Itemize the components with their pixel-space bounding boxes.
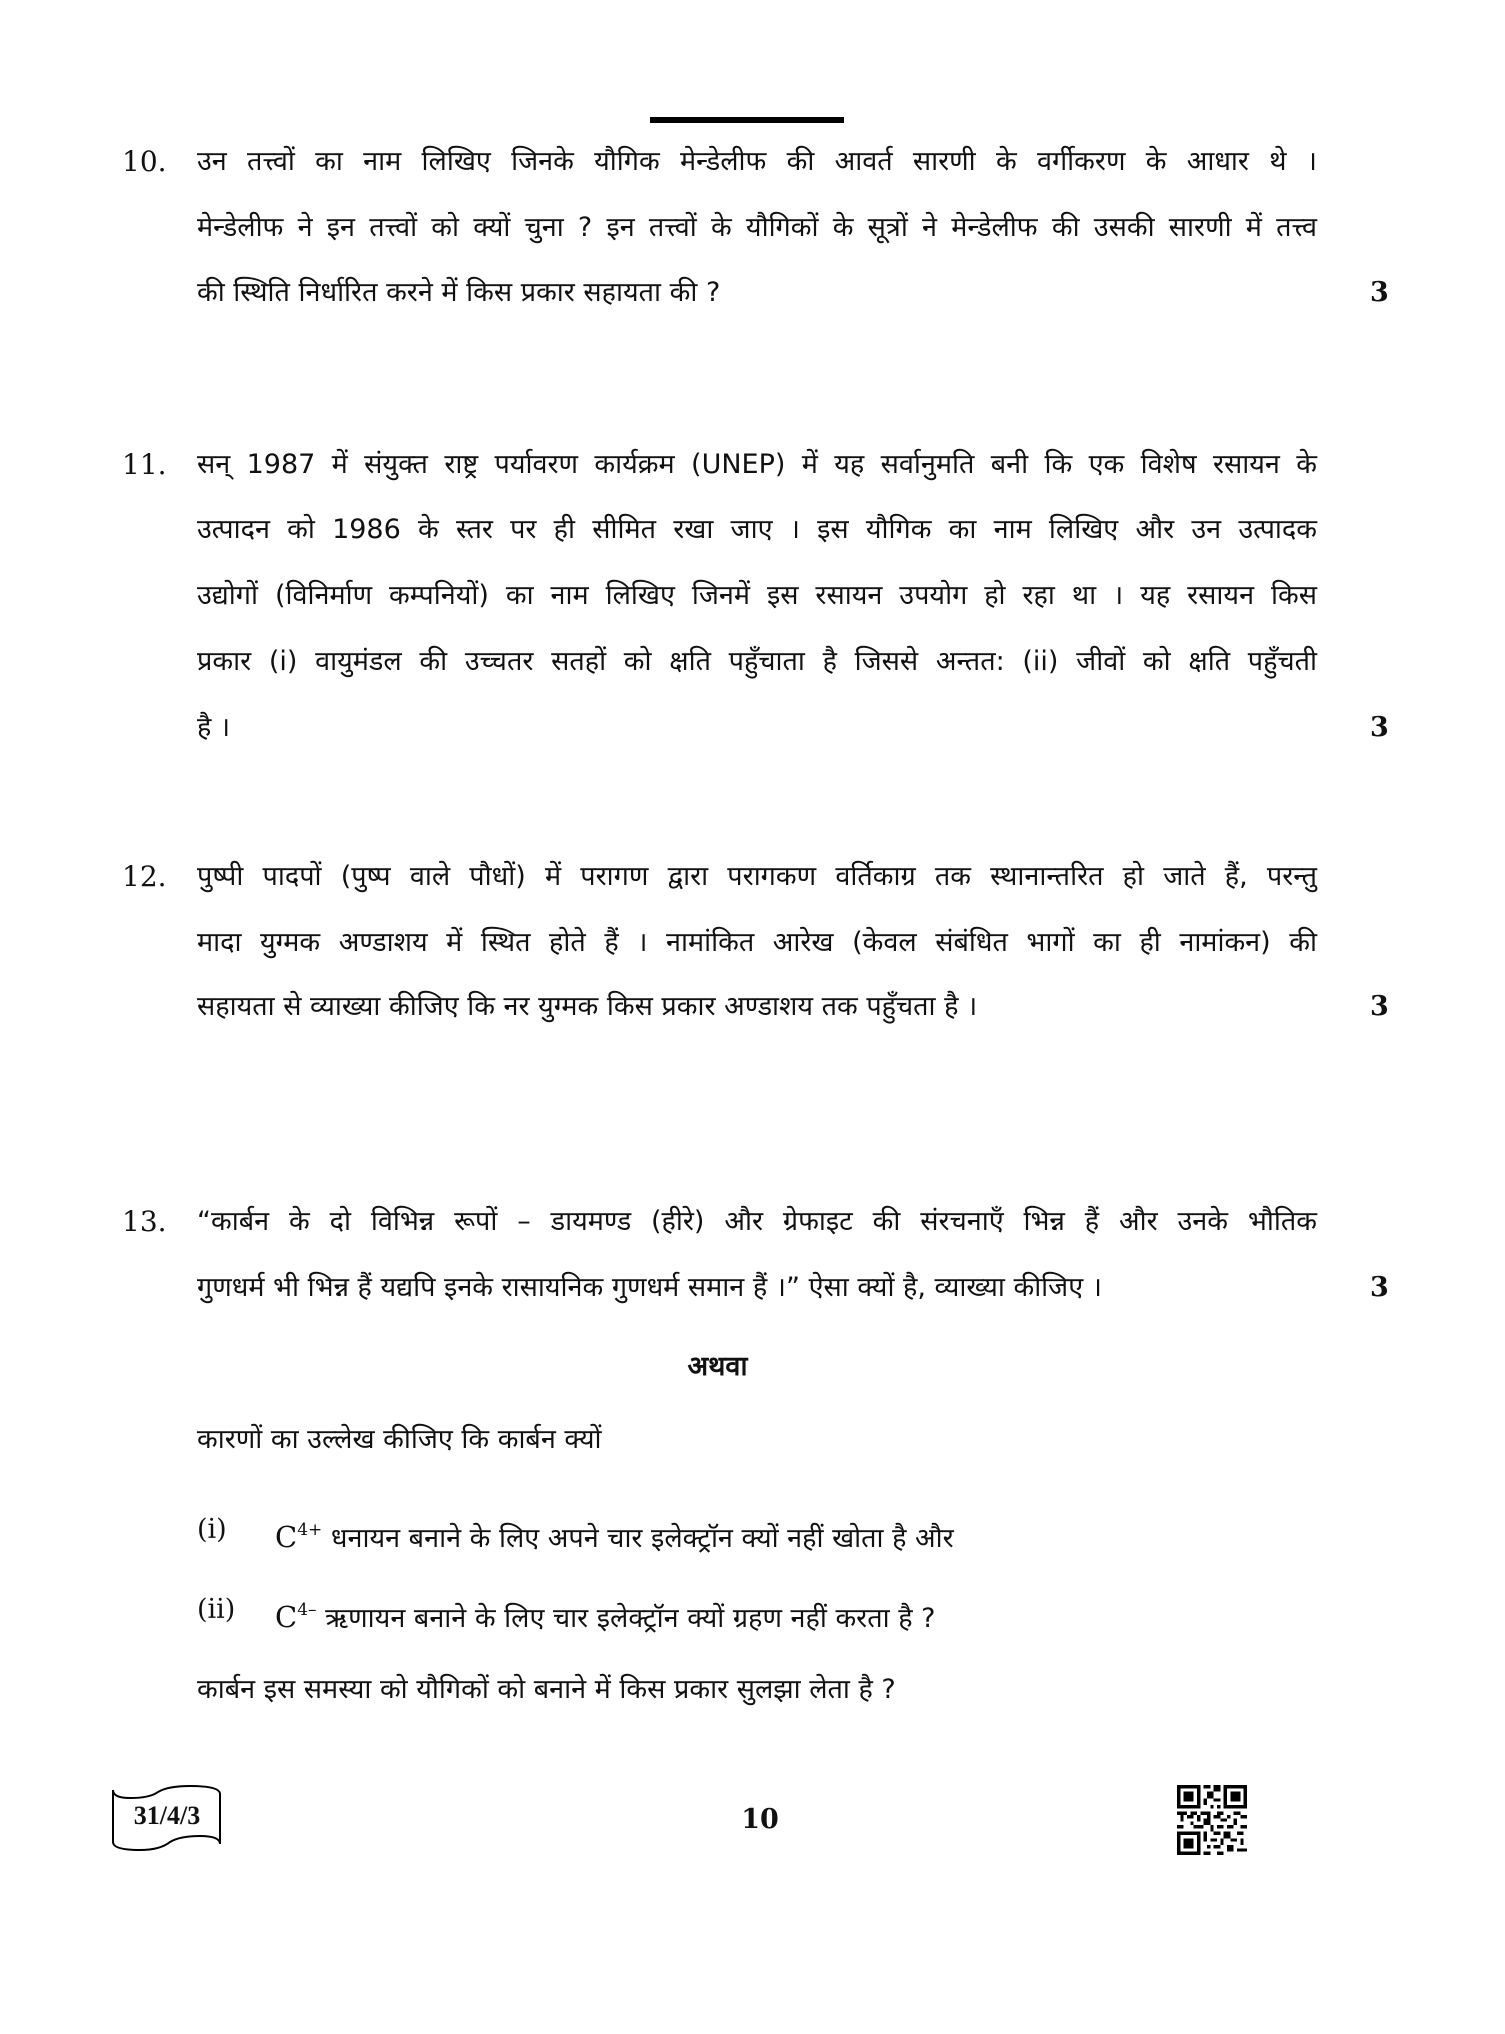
item-label: (i) [197,1514,227,1545]
question-text-line: है । [197,712,231,743]
ion-charge: 4+ [297,1520,323,1540]
question-text-line: सन् 1987 में संयुक्त राष्ट्र पर्यावरण कार्यक्रम (UNEP) में यह सर्वानुमति बनी कि एक विशेष रसायन के [197,449,1317,480]
paper-code-flag-icon [110,1784,224,1852]
alternative-closing: कार्बन इस समस्या को यौगिकों को बनाने में किस प्रकार सुलझा लेता है ? [197,1674,896,1705]
ion-charge: 4– [297,1600,317,1620]
question-text-line: सहायता से व्याख्या कीजिए कि नर युग्मक किस प्रकार अण्डाशय तक पहुँचता है । [197,991,978,1022]
paper-code: 31/4/3 [133,1801,201,1830]
chemical-symbol: $C^{4-}$ [275,1600,317,1634]
top-separator-rule [650,117,844,123]
item-text [275,1590,935,1639]
question-number: 13. [122,1205,167,1238]
question-number: 10. [122,145,167,178]
question-text-line: की स्थिति निर्धारित करने में किस प्रकार सहायता की ? [197,277,721,308]
question-number: 11. [122,448,167,481]
question-text-line: मेन्डेलीफ ने इन तत्त्वों को क्यों चुना ? इन तत्त्वों के यौगिकों के सूत्रों ने मेन्डेलीफ की उसकी सारणी में तत्त्व [197,212,1317,243]
question-text-line: मादा युग्मक अण्डाशय में स्थित होते हैं । नामांकित आरेख (केवल संबंधित भागों का ही नामांकन) की [197,927,1317,958]
item-label: (ii) [197,1594,236,1625]
page-number: 10 [741,1804,779,1835]
question-number: 12. [122,860,167,893]
question-marks: 3 [1370,712,1389,743]
item-description: धनायन बनाने के लिए अपने चार इलेक्ट्रॉन क्यों नहीं खोता है और [330,1523,954,1554]
question-text-line: “कार्बन के दो विभिन्न रूपों – डायमण्ड (हीरे) और ग्रेफाइट की संरचनाएँ भिन्न हैं और उनके भौतिक [197,1206,1317,1237]
question-marks: 3 [1370,277,1389,308]
chemical-symbol: $C^{4+}$ [275,1520,323,1554]
qr-code-icon [1177,1785,1247,1855]
question-marks: 3 [1370,1272,1389,1303]
item-text [275,1510,954,1559]
question-text-line: उद्योगों (विनिर्माण कम्पनियों) का नाम लिखिए जिनमें इस रसायन उपयोग हो रहा था । यह रसायन किस [197,580,1317,611]
question-text-line: पुष्पी पादपों (पुष्प वाले पौधों) में परागण द्वारा परागकण वर्तिकाग्र तक स्थानान्तरित हो जाते हैं, परन्तु [197,861,1317,892]
or-separator: अथवा [687,1351,748,1382]
question-text-line: उत्पादन को 1986 के स्तर पर ही सीमित रखा जाए । इस यौगिक का नाम लिखिए और उन उत्पादक [197,514,1317,545]
question-marks: 3 [1370,991,1389,1022]
question-text-line: गुणधर्म भी भिन्न हैं यद्यपि इनके रासायनिक गुणधर्म समान हैं ।” ऐसा क्यों है, व्याख्या कीजिए । [197,1272,1102,1303]
question-text-line: उन तत्त्वों का नाम लिखिए जिनके यौगिक मेन्डेलीफ की आवर्त सारणी के वर्गीकरण के आधार थे । [197,146,1317,177]
alternative-intro: कारणों का उल्लेख कीजिए कि कार्बन क्यों [197,1424,602,1455]
item-description: ऋणायन बनाने के लिए चार इलेक्ट्रॉन क्यों ग्रहण नहीं करता है ? [325,1603,936,1634]
question-text-line: प्रकार (i) वायुमंडल की उच्चतर सतहों को क्षति पहुँचाता है जिससे अन्तत: (ii) जीवों को क्षति पहुँचती [197,646,1317,677]
